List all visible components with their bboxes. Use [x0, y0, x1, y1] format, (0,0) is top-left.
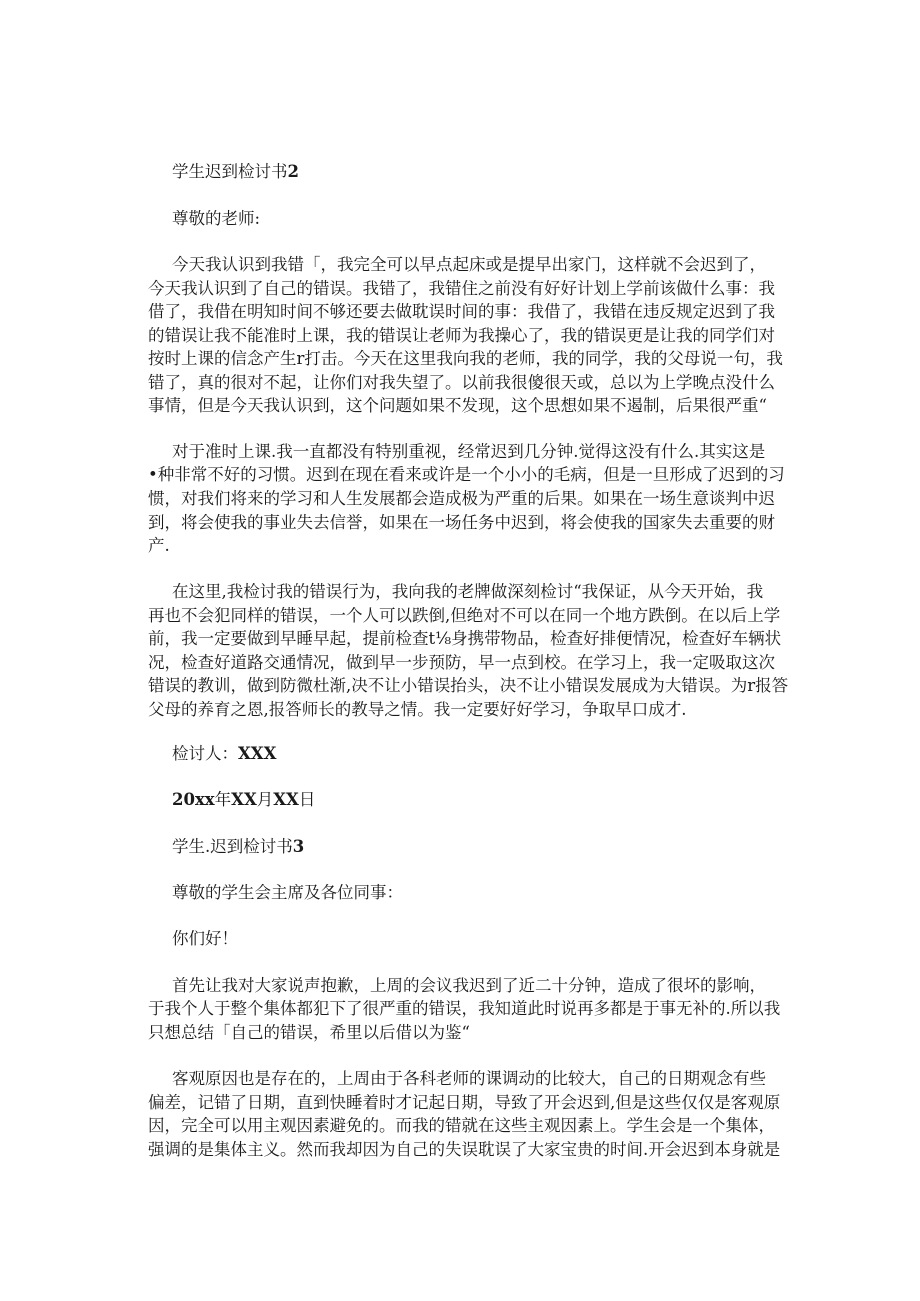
section-title: 学生迟到检讨书2: [172, 162, 299, 181]
paragraph-line: 到，将会使我的事业失去信誉，如果在一场任务中迟到，将会使我的国家失去重要的财: [148, 513, 775, 532]
salutation: 尊敬的老师:: [172, 209, 261, 228]
paragraph-line: 按时上课的信念产生r打击。今天在这里我向我的老师，我的同学，我的父母说一句，我: [148, 349, 783, 368]
paragraph-line: 今天我认识到了自己的错误。我错了，我错住之前没有好好计划上学前该做什么事：我: [148, 279, 775, 298]
paragraph-line: 的错误让我不能准时上课，我的错误让老师为我操心了，我的错误更是让我的同学们对: [148, 326, 775, 345]
salutation: 尊敬的学生会主席及各位同事：: [172, 883, 403, 902]
paragraph-line: 惯，对我们将来的学习和人生发展都会造成极为严重的后果。如果在一场生意谈判中迟: [148, 489, 775, 508]
paragraph-line: 强调的是集体主义。然而我却因为自己的失误耽误了大家宝贵的时间.开会迟到本身就是: [148, 1140, 781, 1159]
paragraph-line: 因，完全可以用主观因素避免的。而我的错就在这些主观因素上。学生会是一个集体，: [148, 1116, 775, 1135]
paragraph-line: 事情，但是今天我认识到，这个问题如果不发现，这个思想如果不遏制，后果很严重“: [148, 396, 767, 415]
paragraph-line: 对于准时上课.我一直都没有特别重视，经常迟到几分钟.觉得这没有什么.其实这是: [172, 442, 766, 461]
paragraph-line: 于我个人于整个集体都犯下了很严重的错误，我知道此时说再多都是于事无补的.所以我: [148, 999, 781, 1018]
paragraph-line: 产.: [148, 536, 170, 555]
paragraph-line: 再也不会犯同样的错误，一个人可以跌倒,但绝对不可以在同一个地方跌倒。在以后上学: [148, 606, 781, 625]
paragraph-line: 只想总结「自己的错误，希里以后借以为鉴“: [148, 1023, 470, 1042]
paragraph-line: 客观原因也是存在的，上周由于各科老师的课调动的比较大，自己的日期观念有些: [172, 1069, 766, 1088]
paragraph-line: 前，我一定要做到早睡早起，提前检查t⅛身携带物品，检查好排便情况，检查好车辆状: [148, 629, 782, 648]
paragraph-line: 错了，真的很对不起，让你们对我失望了。以前我很傻很天或，总以为上学晚点没什么: [148, 373, 775, 392]
greeting: 你们好！: [172, 929, 238, 948]
paragraph-line: 借了，我借在明知时间不够还要去做耽误时间的事：我借了，我错在违反规定迟到了我: [148, 302, 775, 321]
paragraph-line: 偏差，记错了日期，直到快睡着时才记起日期，导致了开会迟到,但是这些仅仅是客观原: [148, 1093, 781, 1112]
paragraph-line: 在这里,我检讨我的错误行为，我向我的老牌做深刻检讨“我保证，从今天开始，我: [172, 582, 764, 601]
signer: 检讨人：XXX: [172, 744, 277, 763]
paragraph-line: 父母的养育之恩,报答师长的教导之情。我一定要好好学习，争取早口成才.: [148, 700, 687, 719]
paragraph-line: 首先让我对大家说声抱歉，上周的会议我迟到了近二十分钟，造成了很坏的影响，: [172, 976, 766, 995]
paragraph-line: •种非常不好的习惯。迟到在现在看来或许是一个小小的毛病，但是一旦形成了迟到的习: [148, 465, 785, 484]
paragraph-line: 今天我认识到我错「，我完全可以早点起床或是提早出家门，这样就不会迟到了，: [172, 255, 766, 274]
section-title: 学生.迟到检讨书3: [172, 837, 305, 856]
paragraph-line: 况，检查好道路交通情况，做到早一步预防，早一点到校。在学习上，我一定吸取这次: [148, 653, 775, 672]
paragraph-line: 错误的教训，做到防微杜渐,决不让小错误抬头，决不让小错误发展成为大错误。为r报答: [148, 676, 789, 695]
date: 20xx年XX月XX日: [172, 790, 316, 809]
